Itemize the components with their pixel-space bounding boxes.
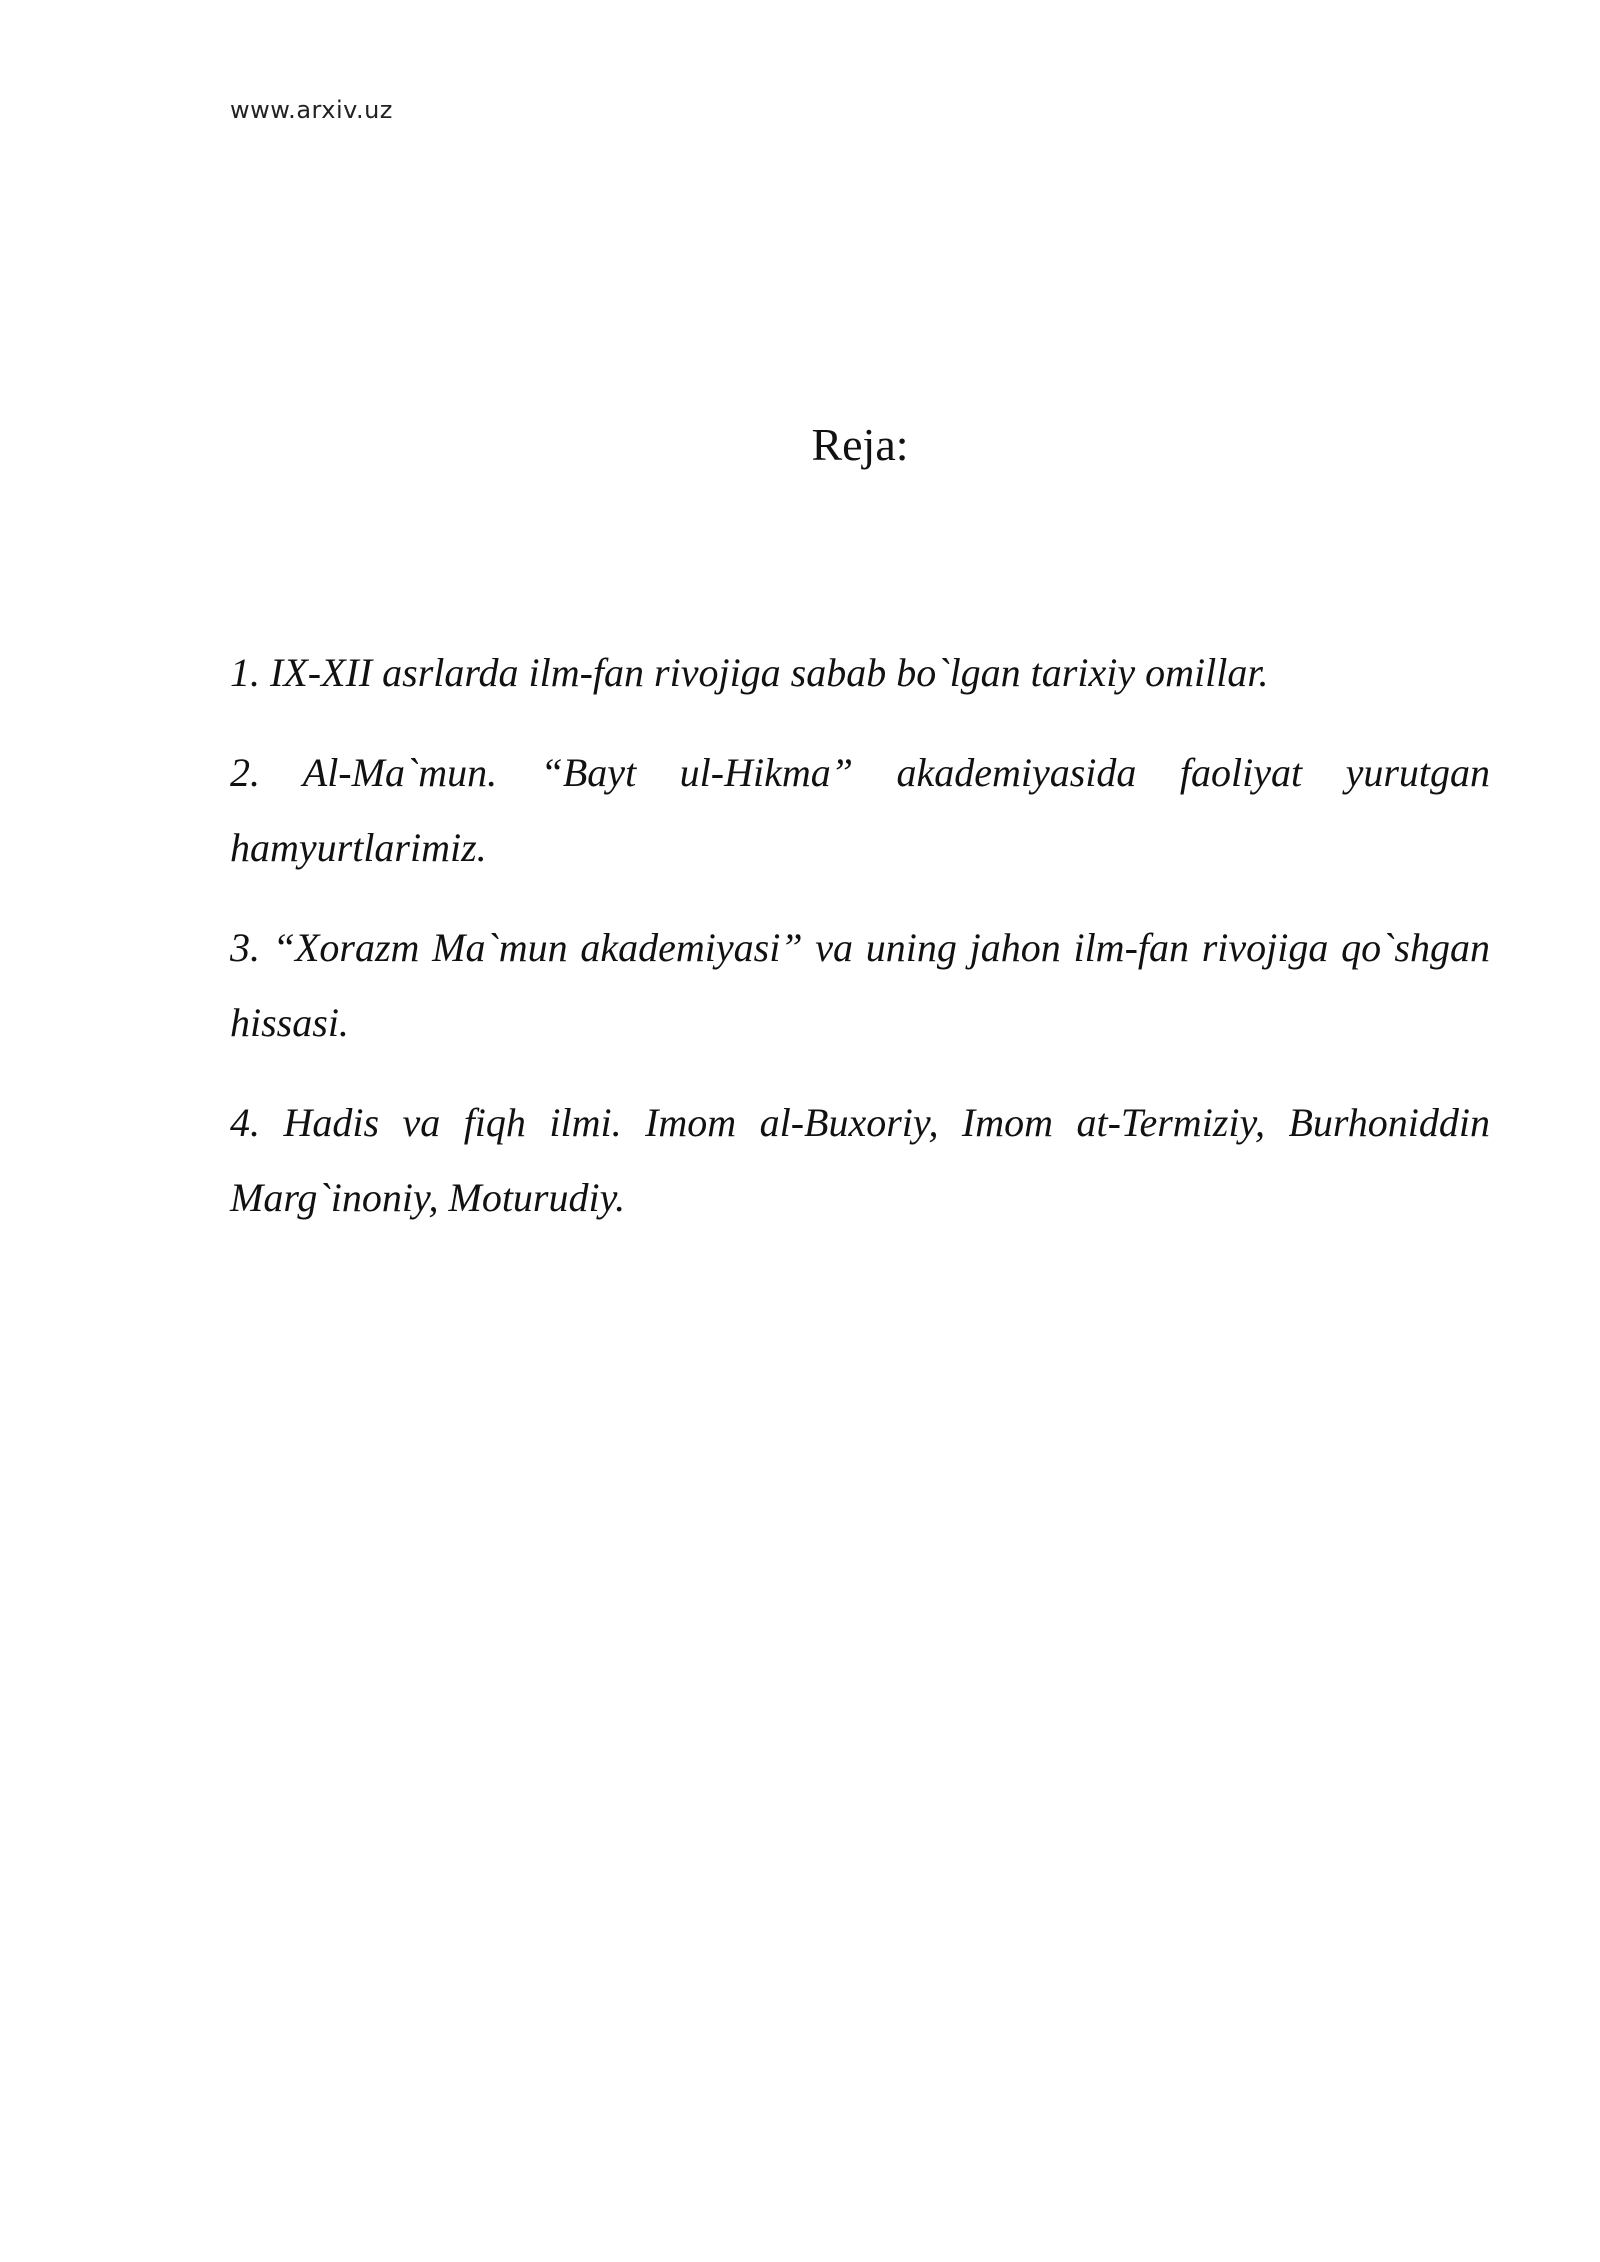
page-title: Reja: bbox=[811, 419, 909, 470]
plan-list bbox=[230, 635, 1490, 1260]
plan-item-3: 3. “Xorazm Ma`mun akademiyasi” va uning jahon ilm-fan rivojiga qo`shgan hissasi. bbox=[230, 925, 1490, 1045]
plan-item-2: 2. Al-Ma`mun. “Bayt ul-Hikma” akademiyasida faoliyat yurutgan hamyurtlarimiz. bbox=[230, 750, 1490, 870]
plan-item-1: 1. IX-XII asrlarda ilm-fan rivojiga sabab bo`lgan tarixiy omillar. bbox=[230, 650, 1269, 695]
plan-item-4: 4. Hadis va fiqh ilmi. Imom al-Buxoriy, Imom at-Termiziy, Burhoniddin Marg`inoniy, Moturudiy. bbox=[230, 1100, 1490, 1220]
site-header-url: www.arxiv.uz bbox=[230, 96, 393, 124]
